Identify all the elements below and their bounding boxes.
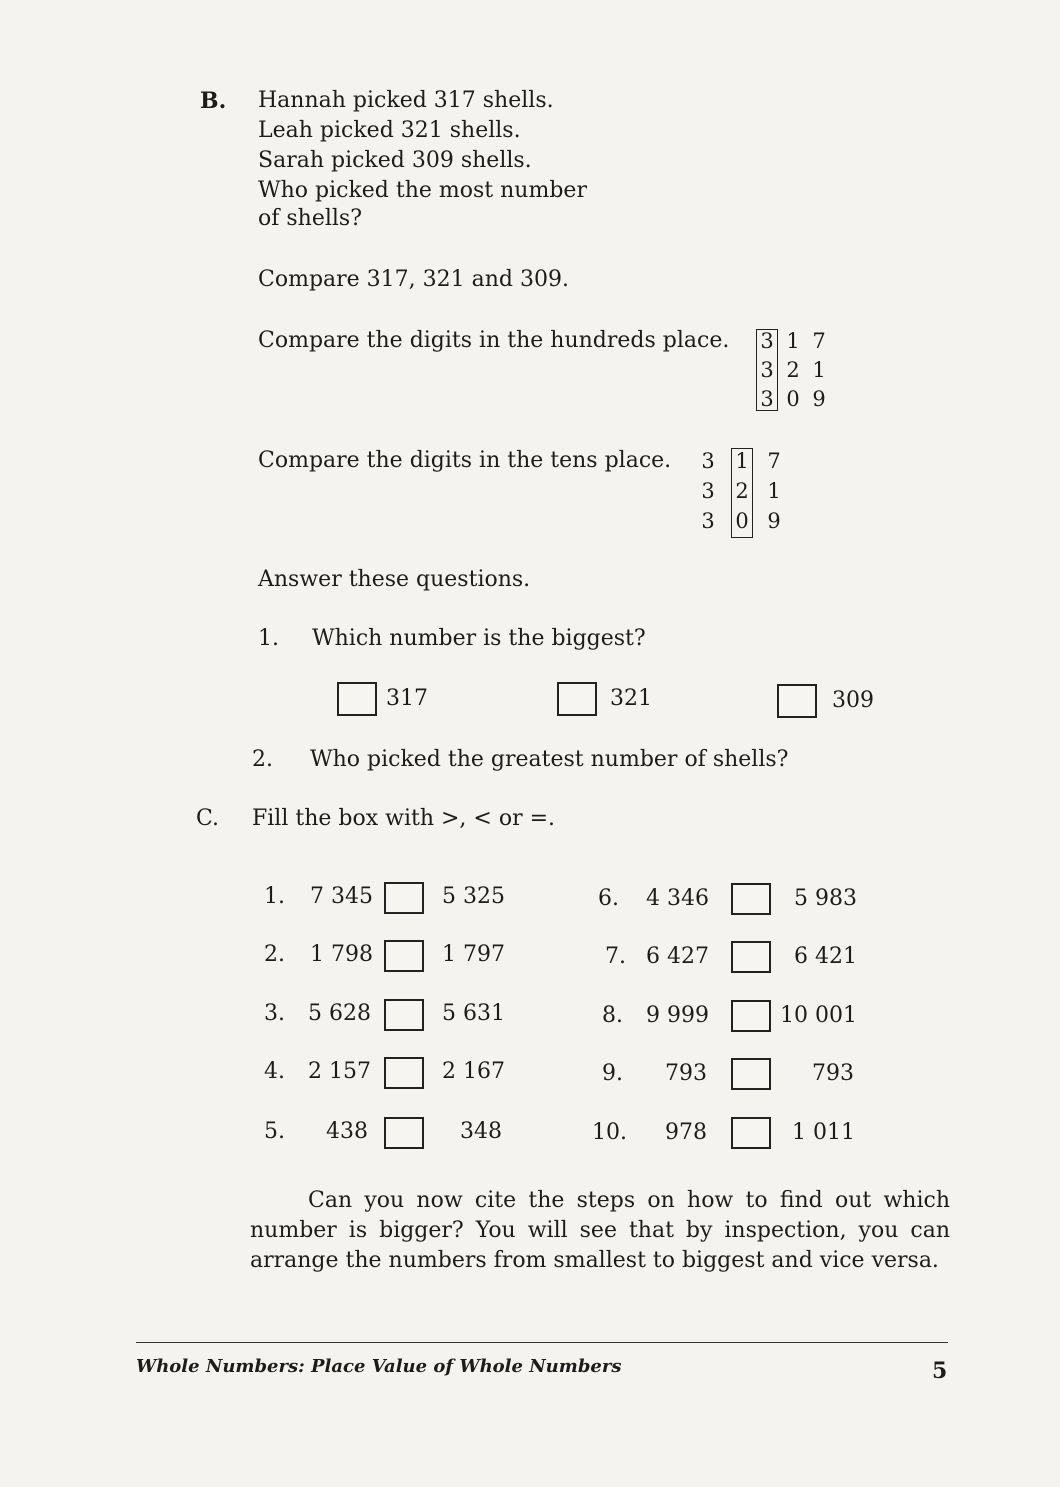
q2-number: 2. — [252, 747, 273, 772]
item-number: 10. — [592, 1120, 627, 1145]
digit-hundreds-1: 3 — [760, 329, 774, 353]
comparison-answer-box[interactable] — [384, 1117, 424, 1149]
comparison-answer-box[interactable] — [731, 941, 771, 973]
digit-tens-1: 1 — [735, 449, 749, 473]
item-number: 9. — [602, 1061, 623, 1086]
digit-tens-1: 1 — [786, 329, 800, 353]
digit-ones-2: 1 — [767, 479, 781, 503]
item-right-value: 793 — [812, 1061, 854, 1086]
item-left-value: 793 — [665, 1061, 707, 1086]
comparison-answer-box[interactable] — [384, 999, 424, 1031]
item-right-value: 6 421 — [794, 944, 857, 969]
item-number: 2. — [264, 942, 285, 967]
digit-ones-1: 7 — [812, 329, 826, 353]
q1-option-1-label: 317 — [386, 686, 428, 711]
item-left-value: 9 999 — [646, 1003, 709, 1028]
q1-text: Which number is the biggest? — [312, 626, 646, 651]
compare-all-text: Compare 317, 321 and 309. — [258, 267, 569, 292]
footer-rule — [136, 1342, 948, 1343]
story-line-4: Who picked the most number — [258, 178, 587, 203]
section-c-label: C. — [196, 806, 220, 831]
q1-number: 1. — [258, 626, 279, 651]
item-left-value: 1 798 — [310, 942, 373, 967]
q1-option-1-checkbox[interactable] — [337, 682, 377, 716]
item-number: 1. — [264, 884, 285, 909]
comparison-answer-box[interactable] — [384, 882, 424, 914]
q1-option-2-checkbox[interactable] — [557, 682, 597, 716]
digit-hundreds-1: 3 — [701, 449, 715, 473]
item-number: 7. — [605, 944, 626, 969]
comparison-answer-box[interactable] — [384, 940, 424, 972]
digit-hundreds-3: 3 — [701, 509, 715, 533]
comparison-answer-box[interactable] — [731, 1000, 771, 1032]
section-b-label: B. — [200, 88, 227, 114]
item-right-value: 348 — [460, 1119, 502, 1144]
item-right-value: 2 167 — [442, 1059, 505, 1084]
digit-ones-1: 7 — [767, 449, 781, 473]
page-number: 5 — [932, 1358, 948, 1384]
item-right-value: 5 325 — [442, 884, 505, 909]
item-left-value: 978 — [665, 1120, 707, 1145]
digit-hundreds-2: 3 — [701, 479, 715, 503]
item-left-value: 7 345 — [310, 884, 373, 909]
compare-hundreds-text: Compare the digits in the hundreds place. — [258, 328, 730, 353]
digit-tens-3: 0 — [786, 387, 800, 411]
item-number: 4. — [264, 1059, 285, 1084]
comparison-answer-box[interactable] — [731, 883, 771, 915]
digit-tens-2: 2 — [735, 479, 749, 503]
item-right-value: 10 001 — [780, 1003, 857, 1028]
item-right-value: 5 631 — [442, 1001, 505, 1026]
item-right-value: 1 011 — [792, 1120, 855, 1145]
compare-tens-text: Compare the digits in the tens place. — [258, 448, 672, 473]
closing-paragraph: Can you now cite the steps on how to find out which number is bigger? You will see that by inspection, you can arrange the numbers from smallest to biggest and vice versa. — [250, 1188, 950, 1273]
q1-option-2-label: 321 — [610, 686, 652, 711]
footer-title: Whole Numbers: Place Value of Whole Numbers — [136, 1356, 622, 1377]
item-number: 3. — [264, 1001, 285, 1026]
digit-ones-3: 9 — [767, 509, 781, 533]
digit-ones-3: 9 — [812, 387, 826, 411]
comparison-answer-box[interactable] — [731, 1058, 771, 1090]
item-left-value: 438 — [326, 1119, 368, 1144]
item-left-value: 6 427 — [646, 944, 709, 969]
item-left-value: 5 628 — [308, 1001, 371, 1026]
digit-tens-2: 2 — [786, 358, 800, 382]
digit-tens-3: 0 — [735, 509, 749, 533]
item-right-value: 5 983 — [794, 886, 857, 911]
story-line-1: Hannah picked 317 shells. — [258, 88, 554, 113]
story-line-3: Sarah picked 309 shells. — [258, 148, 532, 173]
story-line-5: of shells? — [258, 206, 363, 231]
story-line-2: Leah picked 321 shells. — [258, 118, 521, 143]
comparison-answer-box[interactable] — [384, 1057, 424, 1089]
item-number: 6. — [598, 886, 619, 911]
item-right-value: 1 797 — [442, 942, 505, 967]
item-number: 5. — [264, 1119, 285, 1144]
q1-option-3-checkbox[interactable] — [777, 684, 817, 718]
q1-option-3-label: 309 — [832, 688, 874, 713]
item-left-value: 2 157 — [308, 1059, 371, 1084]
questions-heading: Answer these questions. — [258, 567, 531, 592]
digit-hundreds-3: 3 — [760, 387, 774, 411]
digit-hundreds-2: 3 — [760, 358, 774, 382]
section-c-instruction: Fill the box with >, < or =. — [252, 806, 556, 831]
comparison-answer-box[interactable] — [731, 1117, 771, 1149]
item-number: 8. — [602, 1003, 623, 1028]
digit-ones-2: 1 — [812, 358, 826, 382]
item-left-value: 4 346 — [646, 886, 709, 911]
q2-text: Who picked the greatest number of shells? — [310, 747, 789, 772]
